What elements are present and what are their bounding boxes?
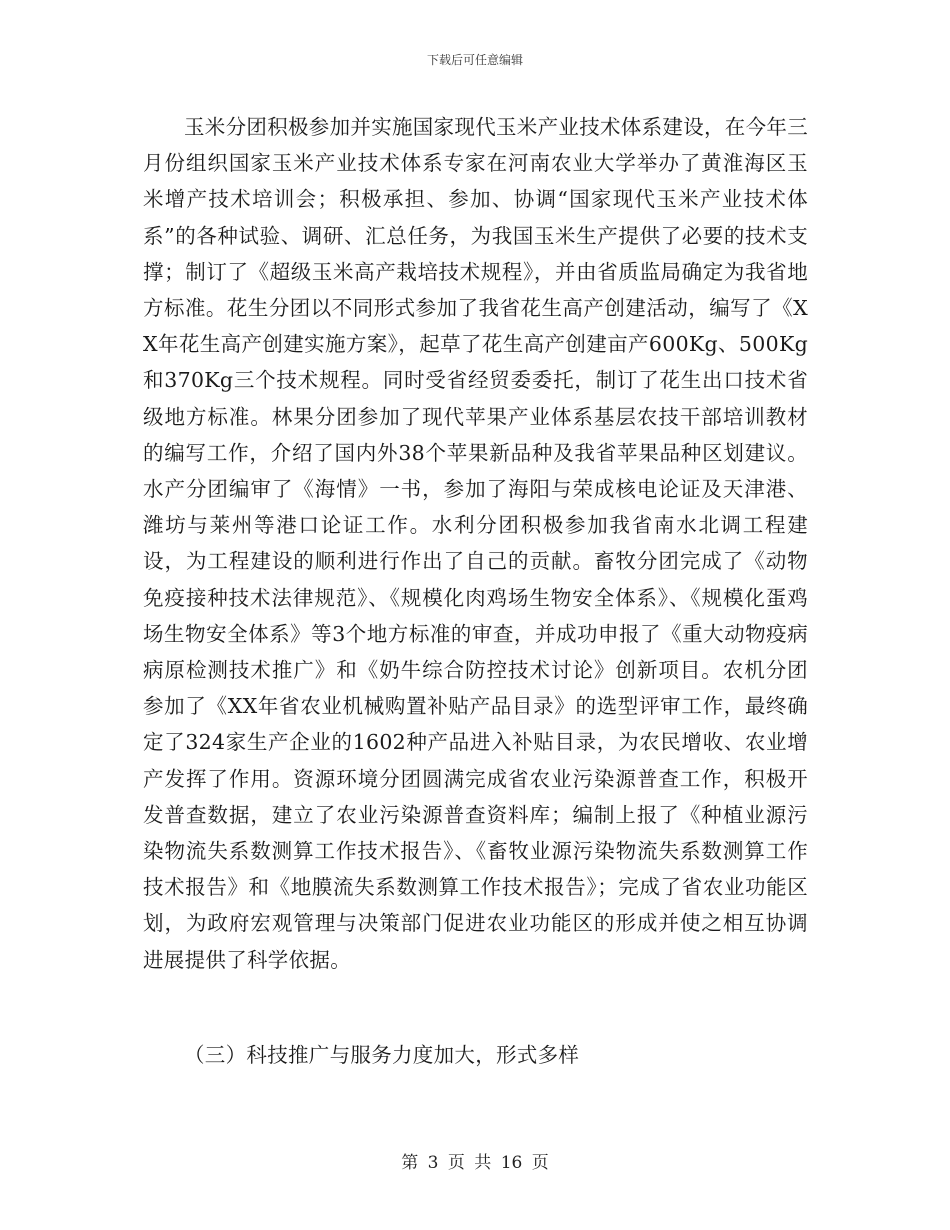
page-number-footer: 第 3 页 共 16 页 <box>401 1153 549 1173</box>
section-heading: （三）科技推广与服务力度加大，形式多样 <box>184 1043 580 1067</box>
body-paragraph: 玉米分团积极参加并实施国家现代玉米产业技术体系建设，在今年三月份组织国家玉米产业技术体系专家在河南农业大学举办了黄淮海区玉米增产技术培训会；积极承担、参加、协调“国家现代玉米产业技术体系”的各种试验、调研、汇总任务，为我国玉米生产提供了必要的技术支撑；制订了《超级玉米高产栽培技术规程》，并由省质监局确定为我省地方标准。花生分团以不同形式参加了我省花生高产创建活动，编写了《XX年花生高产创建实施方案》，起草了花生高产创建亩产600Kg、500Kg和370Kg三个技术规程。同时受省经贸委委托，制订了花生出口技术省级地方标准。林果分团参加了现代苹果产业体系基层农技干部培训教材的编写工作，介绍了国内外38个苹果新品种及我省苹果品种区划建议。水产分团编审了《海情》一书，参加了海阳与荣成核电论证及天津港、潍坊与莱州等港口论证工作。水利分团积极参加我省南水北调工程建设，为工程建设的顺利进行作出了自己的贡献。畜牧分团完成了《动物免疫接种技术法律规范》、《规模化肉鸡场生物安全体系》、《规模化蛋鸡场生物安全体系》等3个地方标准的审查，并成功申报了《重大动物疫病病原检测技术推广》和《奶牛综合防控技术讨论》创新项目。农机分团参加了《XX年省农业机械购置补贴产品目录》的选型评审工作，最终确定了324家生产企业的1602种产品进入补贴目录，为农民增收、农业增产发挥了作用。资源环境分团圆满完成省农业污染源普查工作，积极开发普查数据，建立了农业污染源普查资料库；编制上报了《种植业源污染物流失系数测算工作技术报告》、《畜牧业源污染物流失系数测算工作技术报告》和《地膜流失系数测算工作技术报告》；完成了省农业功能区划，为政府宏观管理与决策部门促进农业功能区的形成并使之相互协调进展提供了科学依据。 <box>143 115 808 972</box>
page-header-note: 下载后可任意编辑 <box>426 53 523 67</box>
